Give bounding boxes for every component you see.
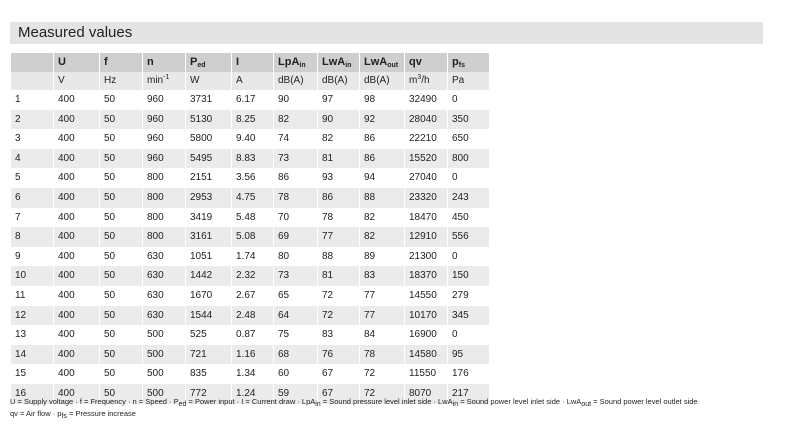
table-cell: 2953	[186, 188, 231, 208]
table-cell: 92	[360, 110, 404, 130]
table-cell: 50	[100, 110, 142, 130]
table-cell: 1.74	[232, 247, 273, 267]
table-cell: 86	[318, 188, 359, 208]
table-cell: 400	[54, 149, 99, 169]
table-cell: 400	[54, 325, 99, 345]
table-cell: 12910	[405, 227, 447, 247]
table-cell: 75	[274, 325, 317, 345]
column-header-label: LwA	[364, 56, 388, 68]
table-cell: 50	[100, 345, 142, 365]
table-cell: 1670	[186, 286, 231, 306]
unit-cell	[54, 72, 99, 90]
unit-cell	[186, 72, 231, 90]
table-cell: 630	[143, 286, 185, 306]
unit-label: dB(A)	[278, 75, 304, 86]
table-cell: 5130	[186, 110, 231, 130]
legend-text: = Pressure increase	[66, 409, 136, 418]
table-cell: 81	[318, 149, 359, 169]
table-cell: 83	[360, 266, 404, 286]
table-cell: 77	[360, 286, 404, 306]
table-cell: 86	[274, 168, 317, 188]
table-cell: 67	[318, 364, 359, 384]
table-cell: 50	[100, 129, 142, 149]
table-cell: 50	[100, 266, 142, 286]
unit-cell	[448, 72, 489, 90]
table-cell: 3731	[186, 90, 231, 110]
table-cell: 5	[11, 168, 53, 188]
table-cell: 86	[360, 129, 404, 149]
table-cell: 1.16	[232, 345, 273, 365]
table-cell: 1544	[186, 306, 231, 326]
table-cell: 84	[360, 325, 404, 345]
table-cell: 217	[448, 384, 489, 404]
table-cell: 5.48	[232, 208, 273, 228]
table-cell: 83	[318, 325, 359, 345]
table-cell: 556	[448, 227, 489, 247]
legend-line-1	[10, 396, 698, 408]
table-cell: 22210	[405, 129, 447, 149]
table-cell: 960	[143, 149, 185, 169]
table-cell: 1051	[186, 247, 231, 267]
table-cell: 10	[11, 266, 53, 286]
table-cell: 960	[143, 90, 185, 110]
header-row	[11, 53, 489, 72]
table-row	[11, 90, 489, 110]
table-cell: 89	[360, 247, 404, 267]
column-header-label: I	[236, 56, 240, 68]
unit-label: Hz	[104, 75, 117, 86]
table-cell: 630	[143, 306, 185, 326]
section-title: Measured values	[18, 24, 133, 41]
table-cell: 400	[54, 227, 99, 247]
table-cell: 78	[318, 208, 359, 228]
column-header-label: LwA	[322, 56, 346, 68]
column-header-label: U	[58, 56, 66, 68]
unit-label: A	[236, 75, 243, 86]
legend-subscript: in	[315, 401, 321, 408]
table-cell: 2.67	[232, 286, 273, 306]
table-cell: 32490	[405, 90, 447, 110]
table-cell: 28040	[405, 110, 447, 130]
table-row	[11, 345, 489, 365]
table-cell: 12	[11, 306, 53, 326]
unit-superscript: -1	[163, 74, 170, 81]
table-cell: 1	[11, 90, 53, 110]
unit-label: Pa	[452, 75, 465, 86]
table-cell: 400	[54, 110, 99, 130]
table-row	[11, 286, 489, 306]
table-cell: 82	[360, 227, 404, 247]
column-header	[405, 53, 447, 72]
table-cell: 8	[11, 227, 53, 247]
column-header	[318, 53, 359, 72]
table-cell: 81	[318, 266, 359, 286]
table-cell: 9.40	[232, 129, 273, 149]
legend-text: U = Supply voltage · f = Frequency · n = Speed · P	[10, 397, 179, 406]
unit-row	[11, 72, 489, 90]
table-cell: 721	[186, 345, 231, 365]
unit-label: dB(A)	[322, 75, 348, 86]
table-row	[11, 149, 489, 169]
table-cell: 73	[274, 149, 317, 169]
legend-text: = Sound pressure level inlet side · LwA	[320, 397, 453, 406]
table-cell: 5495	[186, 149, 231, 169]
table-cell: 772	[186, 384, 231, 404]
table-cell: 400	[54, 384, 99, 404]
column-header-label: qv	[409, 56, 422, 68]
unit-cell	[232, 72, 273, 90]
table-cell: 800	[143, 208, 185, 228]
table-cell: 4.75	[232, 188, 273, 208]
table-cell: 176	[448, 364, 489, 384]
table-cell: 98	[360, 90, 404, 110]
table-cell: 88	[360, 188, 404, 208]
unit-cell	[360, 72, 404, 90]
table-cell: 345	[448, 306, 489, 326]
table-cell: 3.56	[232, 168, 273, 188]
table-cell: 0	[448, 90, 489, 110]
table-cell: 90	[318, 110, 359, 130]
table-cell: 67	[318, 384, 359, 404]
table-row	[11, 168, 489, 188]
legend-text: = Sound power level inlet side · LwA	[458, 397, 582, 406]
table-cell: 500	[143, 345, 185, 365]
table-cell: 500	[143, 325, 185, 345]
table-cell: 2	[11, 110, 53, 130]
table-cell: 4	[11, 149, 53, 169]
legend-text: = Sound power level outlet side	[591, 397, 698, 406]
table-cell: 50	[100, 247, 142, 267]
unit-label: min	[147, 75, 164, 86]
table-cell: 23320	[405, 188, 447, 208]
table-row	[11, 188, 489, 208]
unit-cell	[318, 72, 359, 90]
table-cell: 72	[318, 286, 359, 306]
table-cell: 50	[100, 286, 142, 306]
unit-label: dB(A)	[364, 75, 390, 86]
table-cell: 6	[11, 188, 53, 208]
unit-cell	[143, 72, 185, 90]
table-cell: 0	[448, 247, 489, 267]
table-cell: 73	[274, 266, 317, 286]
table-row	[11, 364, 489, 384]
table-cell: 72	[360, 384, 404, 404]
table-cell: 835	[186, 364, 231, 384]
table-cell: 400	[54, 90, 99, 110]
table-cell: 94	[360, 168, 404, 188]
table-row	[11, 306, 489, 326]
table-cell: 59	[274, 384, 317, 404]
table-cell: 400	[54, 306, 99, 326]
table-cell: 50	[100, 227, 142, 247]
table-cell: 400	[54, 247, 99, 267]
column-header-subscript: fs	[458, 62, 465, 69]
table-cell: 65	[274, 286, 317, 306]
unit-label: V	[58, 75, 65, 86]
table-row	[11, 208, 489, 228]
table-cell: 400	[54, 129, 99, 149]
legend-subscript: ed	[178, 401, 187, 408]
table-cell: 960	[143, 110, 185, 130]
table-cell: 400	[54, 364, 99, 384]
table-cell: 2.48	[232, 306, 273, 326]
table-cell: 97	[318, 90, 359, 110]
table-row	[11, 266, 489, 286]
unit-superscript: 3	[417, 74, 422, 81]
table-cell: 630	[143, 266, 185, 286]
table-cell: 82	[318, 129, 359, 149]
table-row	[11, 110, 489, 130]
table-cell: 74	[274, 129, 317, 149]
table-cell: 800	[143, 188, 185, 208]
table-cell: 77	[360, 306, 404, 326]
table-cell: 90	[274, 90, 317, 110]
unit-cell	[11, 72, 53, 90]
table-cell: 400	[54, 168, 99, 188]
table-cell: 800	[143, 227, 185, 247]
column-header-subscript: in	[345, 62, 352, 69]
table-cell: 8.83	[232, 149, 273, 169]
unit-cell	[100, 72, 142, 90]
table-cell: 50	[100, 168, 142, 188]
table-cell: 400	[54, 188, 99, 208]
table-cell: 8070	[405, 384, 447, 404]
table-cell: 60	[274, 364, 317, 384]
table-cell: 15520	[405, 149, 447, 169]
column-header-subscript: out	[387, 62, 399, 69]
legend-subscript: fs	[61, 413, 67, 420]
table-cell: 400	[54, 286, 99, 306]
legend	[10, 396, 698, 420]
table-cell: 650	[448, 129, 489, 149]
unit-tail: /h	[421, 75, 430, 86]
table-cell: 72	[360, 364, 404, 384]
table-cell: 16900	[405, 325, 447, 345]
table-cell: 82	[360, 208, 404, 228]
legend-subscript: in	[452, 401, 459, 408]
column-header-label: f	[104, 56, 108, 68]
table-cell: 450	[448, 208, 489, 228]
table-cell: 1442	[186, 266, 231, 286]
table-cell: 16	[11, 384, 53, 404]
table-cell: 0.87	[232, 325, 273, 345]
table-cell: 11550	[405, 364, 447, 384]
table-cell: 50	[100, 149, 142, 169]
table-cell: 95	[448, 345, 489, 365]
table-row	[11, 129, 489, 149]
table-cell: 5800	[186, 129, 231, 149]
column-header	[11, 53, 53, 72]
table-cell: 1.24	[232, 384, 273, 404]
column-header-label: p	[452, 56, 459, 68]
table-cell: 279	[448, 286, 489, 306]
table-cell: 64	[274, 306, 317, 326]
table-cell: 525	[186, 325, 231, 345]
column-header	[274, 53, 317, 72]
table-cell: 6.17	[232, 90, 273, 110]
table-cell: 0	[448, 325, 489, 345]
unit-label: m	[409, 75, 418, 86]
table-cell: 50	[100, 208, 142, 228]
table-cell: 14	[11, 345, 53, 365]
unit-label: W	[190, 75, 200, 86]
table-cell: 86	[360, 149, 404, 169]
table-row	[11, 227, 489, 247]
table-cell: 68	[274, 345, 317, 365]
table-cell: 9	[11, 247, 53, 267]
table-cell: 2.32	[232, 266, 273, 286]
table-cell: 400	[54, 345, 99, 365]
table-cell: 72	[318, 306, 359, 326]
table-cell: 11	[11, 286, 53, 306]
table-cell: 2151	[186, 168, 231, 188]
table-cell: 50	[100, 325, 142, 345]
column-header	[186, 53, 231, 72]
table-cell: 14580	[405, 345, 447, 365]
table-cell: 3419	[186, 208, 231, 228]
table-cell: 50	[100, 188, 142, 208]
column-header-subscript: ed	[197, 62, 206, 69]
table-cell: 3	[11, 129, 53, 149]
table-cell: 630	[143, 247, 185, 267]
table-cell: 500	[143, 384, 185, 404]
table-cell: 27040	[405, 168, 447, 188]
table-cell: 50	[100, 90, 142, 110]
table-cell: 150	[448, 266, 489, 286]
table-cell: 400	[54, 208, 99, 228]
table-row	[11, 325, 489, 345]
table-cell: 80	[274, 247, 317, 267]
legend-text: qv = Air flow · p	[10, 409, 62, 418]
column-header	[100, 53, 142, 72]
legend-line-2	[10, 408, 698, 420]
table-cell: 5.08	[232, 227, 273, 247]
table-cell: 3161	[186, 227, 231, 247]
column-header	[54, 53, 99, 72]
table-cell: 70	[274, 208, 317, 228]
legend-text: = Power input · I = Current draw · LpA	[186, 397, 316, 406]
table-cell: 960	[143, 129, 185, 149]
unit-cell	[405, 72, 447, 90]
table-cell: 10170	[405, 306, 447, 326]
table-row	[11, 247, 489, 267]
table-cell: 13	[11, 325, 53, 345]
table-cell: 350	[448, 110, 489, 130]
table-cell: 800	[143, 168, 185, 188]
table-cell: 7	[11, 208, 53, 228]
column-header-label: n	[147, 56, 154, 68]
table-cell: 50	[100, 306, 142, 326]
table-cell: 14550	[405, 286, 447, 306]
table-cell: 93	[318, 168, 359, 188]
table-cell: 50	[100, 384, 142, 404]
table-cell: 400	[54, 266, 99, 286]
measured-values-table	[10, 53, 490, 404]
column-header-label: LpA	[278, 56, 300, 68]
column-header	[232, 53, 273, 72]
table-cell: 800	[448, 149, 489, 169]
table-cell: 77	[318, 227, 359, 247]
table-cell: 0	[448, 168, 489, 188]
table-cell: 69	[274, 227, 317, 247]
column-header-subscript: in	[299, 62, 306, 69]
legend-subscript: out	[581, 401, 592, 408]
table-cell: 50	[100, 364, 142, 384]
column-header	[143, 53, 185, 72]
table-cell: 76	[318, 345, 359, 365]
column-header	[448, 53, 489, 72]
unit-cell	[274, 72, 317, 90]
column-header	[360, 53, 404, 72]
table-cell: 78	[360, 345, 404, 365]
column-header-label: P	[190, 56, 198, 68]
table-cell: 15	[11, 364, 53, 384]
table-cell: 8.25	[232, 110, 273, 130]
table-cell: 18370	[405, 266, 447, 286]
table-cell: 243	[448, 188, 489, 208]
table-cell: 21300	[405, 247, 447, 267]
section-header	[10, 22, 763, 44]
table-cell: 18470	[405, 208, 447, 228]
table-cell: 1.34	[232, 364, 273, 384]
table-cell: 500	[143, 364, 185, 384]
table-cell: 78	[274, 188, 317, 208]
table-cell: 82	[274, 110, 317, 130]
table-cell: 88	[318, 247, 359, 267]
